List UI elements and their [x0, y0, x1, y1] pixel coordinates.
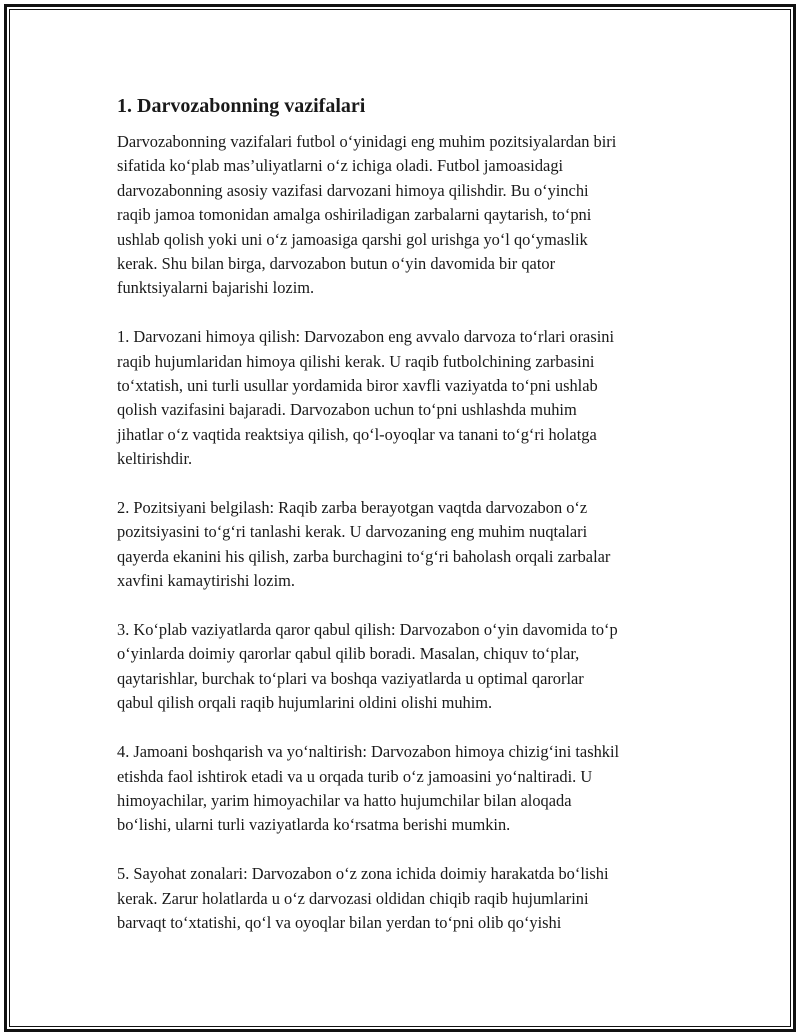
- paragraph-team-direction: 4. Jamoani boshqarish va yo‘naltirish: Darvozabon himoya chizig‘ini tashkil etishda faol ishtirok etadi va u orqada turib o‘z jamoasini yo‘naltiradi. U himoyachilar, yarim himoyachilar va hatto hujumchilar bilan aloqada bo‘lishi, ularni turli vaziyatlarda ko‘rsatma berishi mumkin.: [117, 742, 620, 835]
- intro-paragraph: Darvozabonning vazifalari futbol o‘yinidagi eng muhim pozitsiyalardan biri sifatida ko‘plab mas’uliyatlarni o‘z ichiga oladi. Futbol jamoasidagi darvozabonning asosiy vazifasi darvozani himoya qilishdir. Bu o‘yinchi raqib jamoa tomonidan amalga oshiriladigan zarbalarni qaytarish, to‘pni ushlab qolish yoki uni o‘z jamoasiga qarshi gol urishga yo‘l qo‘ymaslik kerak. Shu bilan birga, darvozabon butun o‘yin davomida bir qator funktsiyalarni bajarishi lozim.: [117, 132, 617, 298]
- paragraph-goal-protection: 1. Darvozani himoya qilish: Darvozabon eng avvalo darvoza to‘rlari orasini raqib hujumlaridan himoya qilishi kerak. U raqib futbolchining zarbasini to‘xtatish, uni turli usullar yordamida biror xavfli vaziyatda to‘pni ushlab qolish vazifasini bajaradi. Darvozabon uchun to‘pni ushlashda muhim jihatlar o‘z vaqtida reaktsiya qilish, qo‘l-oyoqlar va tanani to‘g‘ri holatga keltirishdir.: [117, 327, 615, 469]
- section-heading: 1. Darvozabonning vazifalari: [117, 95, 366, 117]
- paragraph-zones: 5. Sayohat zonalari: Darvozabon o‘z zona ichida doimiy harakatda bo‘lishi kerak. Zarur holatlarda u o‘z darvozasi oldidan chiqib raqib hujumlarini barvaqt to‘xtatishi, qo‘l va oyoqlar bilan yerdan to‘pni olib qo‘yishi: [117, 864, 609, 932]
- paragraph-positioning: 2. Pozitsiyani belgilash: Raqib zarba berayotgan vaqtda darvozabon o‘z pozitsiyasini to‘g‘ri tanlashi kerak. U darvozaning eng muhim nuqtalari qayerda ekanini his qilish, zarba burchagini to‘g‘ri baholash orqali zarbalar xavfini kamaytirishi lozim.: [117, 498, 611, 591]
- paragraph-decision-making: 3. Ko‘plab vaziyatlarda qaror qabul qilish: Darvozabon o‘yin davomida to‘p o‘yinlarda doimiy qarorlar qabul qilib boradi. Masalan, chiquv to‘plar, qaytarishlar, burchak to‘plari va boshqa vaziyatlarda u optimal qarorlar qabul qilish orqali raqib hujumlarini oldini olishi muhim.: [117, 620, 618, 713]
- document-body: [117, 94, 692, 960]
